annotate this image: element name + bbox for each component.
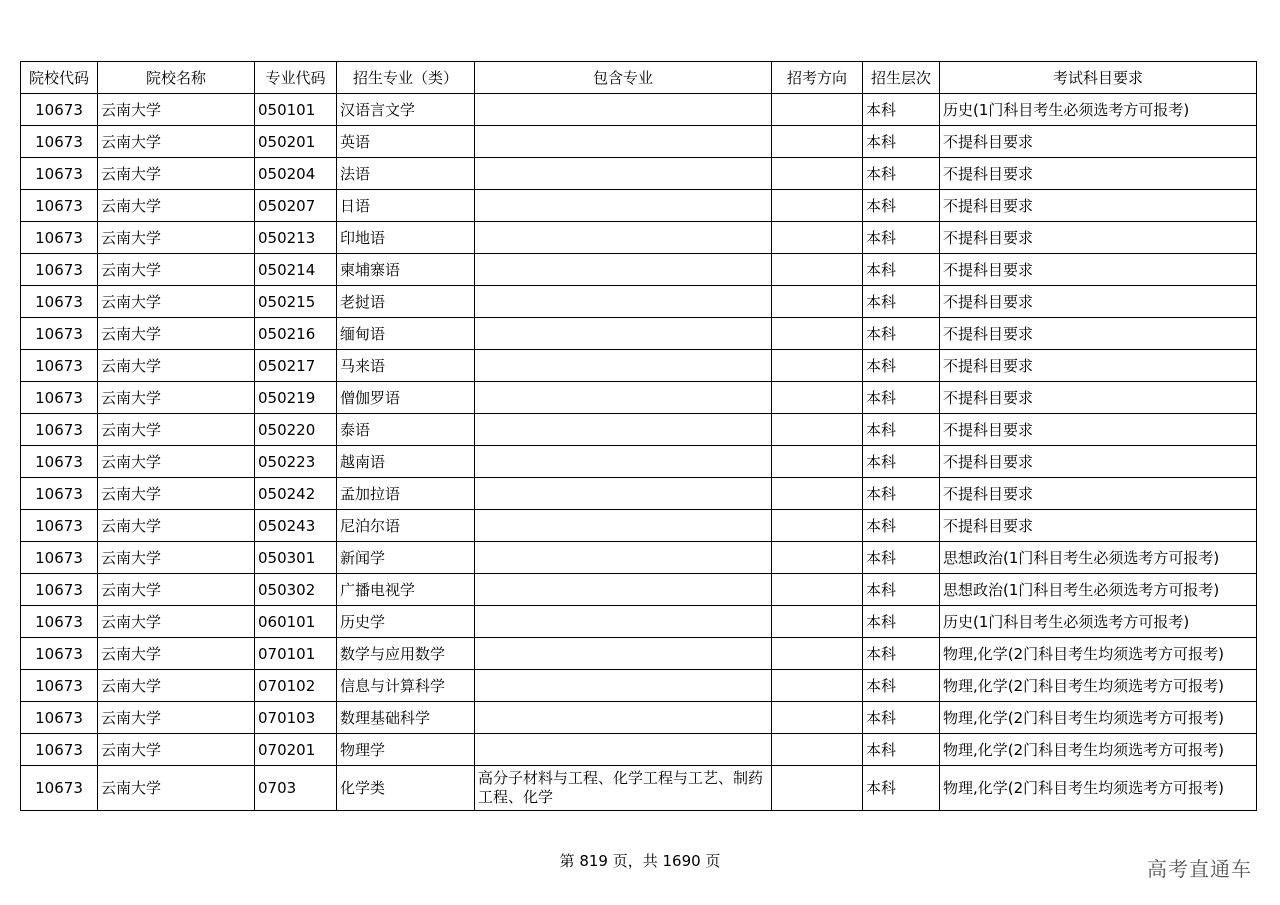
table-row — [21, 670, 1257, 702]
cell-school-name: 云南大学 — [98, 158, 255, 190]
cell-school-name: 云南大学 — [98, 414, 255, 446]
cell-included-majors — [475, 734, 772, 766]
cell-school-code: 10673 — [21, 158, 98, 190]
cell-subject-requirements: 不提科目要求 — [940, 254, 1257, 286]
cell-direction — [772, 158, 863, 190]
cell-included-majors — [475, 510, 772, 542]
cell-major-name: 僧伽罗语 — [337, 382, 475, 414]
cell-school-code: 10673 — [21, 94, 98, 126]
cell-subject-requirements: 物理,化学(2门科目考生均须选考方可报考) — [940, 702, 1257, 734]
cell-major-code: 070101 — [255, 638, 337, 670]
cell-major-code: 050207 — [255, 190, 337, 222]
cell-direction — [772, 638, 863, 670]
table-row — [21, 542, 1257, 574]
cell-major-code: 050216 — [255, 318, 337, 350]
cell-school-name: 云南大学 — [98, 638, 255, 670]
header-major-name: 招生专业（类） — [337, 62, 475, 94]
cell-level: 本科 — [863, 734, 940, 766]
cell-school-code: 10673 — [21, 606, 98, 638]
cell-subject-requirements: 物理,化学(2门科目考生均须选考方可报考) — [940, 734, 1257, 766]
cell-school-code: 10673 — [21, 574, 98, 606]
table-row — [21, 254, 1257, 286]
cell-school-name: 云南大学 — [98, 318, 255, 350]
admission-table — [20, 61, 1257, 811]
cell-school-name: 云南大学 — [98, 382, 255, 414]
cell-school-code: 10673 — [21, 190, 98, 222]
table-row — [21, 126, 1257, 158]
cell-level: 本科 — [863, 190, 940, 222]
table-row — [21, 510, 1257, 542]
cell-subject-requirements: 不提科目要求 — [940, 126, 1257, 158]
cell-major-name: 汉语言文学 — [337, 94, 475, 126]
cell-included-majors — [475, 94, 772, 126]
cell-major-name: 广播电视学 — [337, 574, 475, 606]
cell-subject-requirements: 不提科目要求 — [940, 222, 1257, 254]
cell-direction — [772, 286, 863, 318]
cell-direction — [772, 446, 863, 478]
cell-level: 本科 — [863, 446, 940, 478]
cell-school-code: 10673 — [21, 254, 98, 286]
cell-level: 本科 — [863, 638, 940, 670]
cell-school-code: 10673 — [21, 766, 98, 811]
header-school-code: 院校代码 — [21, 62, 98, 94]
cell-major-name: 马来语 — [337, 350, 475, 382]
cell-major-code: 0703 — [255, 766, 337, 811]
cell-school-name: 云南大学 — [98, 126, 255, 158]
cell-level: 本科 — [863, 702, 940, 734]
cell-major-name: 泰语 — [337, 414, 475, 446]
cell-major-name: 缅甸语 — [337, 318, 475, 350]
cell-included-majors — [475, 318, 772, 350]
cell-included-majors — [475, 382, 772, 414]
cell-included-majors — [475, 190, 772, 222]
cell-school-code: 10673 — [21, 286, 98, 318]
cell-school-code: 10673 — [21, 702, 98, 734]
cell-subject-requirements: 历史(1门科目考生必须选考方可报考) — [940, 606, 1257, 638]
page-footer: 第 819 页，共 1690 页 — [559, 852, 721, 870]
cell-subject-requirements: 物理,化学(2门科目考生均须选考方可报考) — [940, 638, 1257, 670]
cell-school-code: 10673 — [21, 382, 98, 414]
table-row — [21, 702, 1257, 734]
cell-subject-requirements: 不提科目要求 — [940, 478, 1257, 510]
cell-level: 本科 — [863, 222, 940, 254]
cell-subject-requirements: 不提科目要求 — [940, 190, 1257, 222]
cell-subject-requirements: 不提科目要求 — [940, 158, 1257, 190]
cell-school-name: 云南大学 — [98, 606, 255, 638]
cell-direction — [772, 542, 863, 574]
cell-major-code: 050302 — [255, 574, 337, 606]
cell-included-majors — [475, 670, 772, 702]
cell-major-code: 060101 — [255, 606, 337, 638]
table-row — [21, 638, 1257, 670]
cell-school-name: 云南大学 — [98, 350, 255, 382]
cell-school-code: 10673 — [21, 350, 98, 382]
cell-school-name: 云南大学 — [98, 94, 255, 126]
cell-school-name: 云南大学 — [98, 446, 255, 478]
watermark: 高考直通车 — [1147, 857, 1252, 881]
cell-school-code: 10673 — [21, 510, 98, 542]
cell-school-code: 10673 — [21, 446, 98, 478]
table-row — [21, 94, 1257, 126]
cell-school-name: 云南大学 — [98, 670, 255, 702]
cell-subject-requirements: 不提科目要求 — [940, 286, 1257, 318]
cell-direction — [772, 574, 863, 606]
header-row — [21, 62, 1257, 94]
cell-direction — [772, 382, 863, 414]
cell-included-majors — [475, 702, 772, 734]
cell-direction — [772, 318, 863, 350]
table-row — [21, 350, 1257, 382]
cell-major-code: 050214 — [255, 254, 337, 286]
cell-major-name: 柬埔寨语 — [337, 254, 475, 286]
cell-major-code: 070103 — [255, 702, 337, 734]
cell-direction — [772, 126, 863, 158]
table-row — [21, 286, 1257, 318]
cell-major-code: 050219 — [255, 382, 337, 414]
header-subject-requirements: 考试科目要求 — [940, 62, 1257, 94]
cell-level: 本科 — [863, 670, 940, 702]
cell-direction — [772, 734, 863, 766]
cell-school-code: 10673 — [21, 478, 98, 510]
cell-major-code: 070102 — [255, 670, 337, 702]
cell-major-name: 孟加拉语 — [337, 478, 475, 510]
cell-direction — [772, 510, 863, 542]
cell-school-name: 云南大学 — [98, 574, 255, 606]
cell-level: 本科 — [863, 94, 940, 126]
cell-subject-requirements: 不提科目要求 — [940, 446, 1257, 478]
cell-subject-requirements: 物理,化学(2门科目考生均须选考方可报考) — [940, 670, 1257, 702]
cell-major-code: 050101 — [255, 94, 337, 126]
header-level: 招生层次 — [863, 62, 940, 94]
cell-level: 本科 — [863, 478, 940, 510]
cell-school-name: 云南大学 — [98, 702, 255, 734]
table-row — [21, 414, 1257, 446]
cell-school-name: 云南大学 — [98, 190, 255, 222]
cell-direction — [772, 606, 863, 638]
cell-school-name: 云南大学 — [98, 478, 255, 510]
cell-level: 本科 — [863, 350, 940, 382]
cell-major-name: 英语 — [337, 126, 475, 158]
cell-included-majors — [475, 478, 772, 510]
cell-included-majors — [475, 286, 772, 318]
cell-level: 本科 — [863, 126, 940, 158]
cell-level: 本科 — [863, 606, 940, 638]
table-row — [21, 606, 1257, 638]
cell-included-majors — [475, 350, 772, 382]
cell-included-majors: 高分子材料与工程、化学工程与工艺、制药工程、化学 — [475, 766, 772, 811]
table-row — [21, 734, 1257, 766]
cell-subject-requirements: 不提科目要求 — [940, 414, 1257, 446]
table-row — [21, 574, 1257, 606]
cell-school-name: 云南大学 — [98, 222, 255, 254]
cell-subject-requirements: 物理,化学(2门科目考生均须选考方可报考) — [940, 766, 1257, 811]
cell-major-name: 新闻学 — [337, 542, 475, 574]
cell-subject-requirements: 不提科目要求 — [940, 382, 1257, 414]
cell-included-majors — [475, 126, 772, 158]
table-row — [21, 222, 1257, 254]
cell-level: 本科 — [863, 766, 940, 811]
cell-level: 本科 — [863, 158, 940, 190]
cell-level: 本科 — [863, 574, 940, 606]
cell-direction — [772, 414, 863, 446]
cell-subject-requirements: 思想政治(1门科目考生必须选考方可报考) — [940, 574, 1257, 606]
cell-school-name: 云南大学 — [98, 254, 255, 286]
cell-major-code: 050215 — [255, 286, 337, 318]
cell-major-code: 050223 — [255, 446, 337, 478]
header-school-name: 院校名称 — [98, 62, 255, 94]
cell-major-name: 数理基础科学 — [337, 702, 475, 734]
cell-direction — [772, 702, 863, 734]
cell-school-code: 10673 — [21, 670, 98, 702]
cell-school-name: 云南大学 — [98, 766, 255, 811]
cell-direction — [772, 766, 863, 811]
cell-school-code: 10673 — [21, 318, 98, 350]
table-row — [21, 478, 1257, 510]
cell-school-code: 10673 — [21, 222, 98, 254]
cell-direction — [772, 350, 863, 382]
cell-level: 本科 — [863, 510, 940, 542]
cell-school-name: 云南大学 — [98, 734, 255, 766]
cell-included-majors — [475, 158, 772, 190]
table-row — [21, 158, 1257, 190]
cell-major-name: 法语 — [337, 158, 475, 190]
header-included-majors: 包含专业 — [475, 62, 772, 94]
cell-major-name: 日语 — [337, 190, 475, 222]
cell-major-code: 050213 — [255, 222, 337, 254]
cell-major-code: 050204 — [255, 158, 337, 190]
cell-major-name: 化学类 — [337, 766, 475, 811]
cell-subject-requirements: 不提科目要求 — [940, 350, 1257, 382]
cell-major-code: 050217 — [255, 350, 337, 382]
table-row — [21, 318, 1257, 350]
cell-school-name: 云南大学 — [98, 542, 255, 574]
cell-direction — [772, 254, 863, 286]
cell-subject-requirements: 不提科目要求 — [940, 318, 1257, 350]
cell-major-name: 越南语 — [337, 446, 475, 478]
cell-direction — [772, 478, 863, 510]
cell-school-code: 10673 — [21, 414, 98, 446]
cell-major-code: 050243 — [255, 510, 337, 542]
cell-subject-requirements: 不提科目要求 — [940, 510, 1257, 542]
cell-school-name: 云南大学 — [98, 286, 255, 318]
cell-level: 本科 — [863, 318, 940, 350]
cell-included-majors — [475, 414, 772, 446]
cell-major-name: 数学与应用数学 — [337, 638, 475, 670]
cell-direction — [772, 94, 863, 126]
cell-included-majors — [475, 638, 772, 670]
cell-included-majors — [475, 254, 772, 286]
cell-major-code: 050242 — [255, 478, 337, 510]
cell-level: 本科 — [863, 286, 940, 318]
cell-major-name: 尼泊尔语 — [337, 510, 475, 542]
cell-major-name: 物理学 — [337, 734, 475, 766]
cell-school-code: 10673 — [21, 734, 98, 766]
cell-level: 本科 — [863, 382, 940, 414]
cell-major-name: 印地语 — [337, 222, 475, 254]
cell-major-code: 070201 — [255, 734, 337, 766]
table-row — [21, 446, 1257, 478]
cell-direction — [772, 190, 863, 222]
cell-major-code: 050301 — [255, 542, 337, 574]
cell-subject-requirements: 思想政治(1门科目考生必须选考方可报考) — [940, 542, 1257, 574]
cell-subject-requirements: 历史(1门科目考生必须选考方可报考) — [940, 94, 1257, 126]
cell-major-name: 老挝语 — [337, 286, 475, 318]
cell-level: 本科 — [863, 542, 940, 574]
cell-major-code: 050201 — [255, 126, 337, 158]
cell-major-name: 历史学 — [337, 606, 475, 638]
cell-level: 本科 — [863, 254, 940, 286]
cell-included-majors — [475, 542, 772, 574]
cell-direction — [772, 222, 863, 254]
cell-school-code: 10673 — [21, 126, 98, 158]
cell-school-name: 云南大学 — [98, 510, 255, 542]
header-direction: 招考方向 — [772, 62, 863, 94]
cell-major-code: 050220 — [255, 414, 337, 446]
cell-major-name: 信息与计算科学 — [337, 670, 475, 702]
table-row — [21, 382, 1257, 414]
cell-school-code: 10673 — [21, 638, 98, 670]
cell-direction — [772, 670, 863, 702]
cell-included-majors — [475, 446, 772, 478]
header-major-code: 专业代码 — [255, 62, 337, 94]
cell-included-majors — [475, 606, 772, 638]
cell-level: 本科 — [863, 414, 940, 446]
cell-included-majors — [475, 222, 772, 254]
cell-included-majors — [475, 574, 772, 606]
cell-school-code: 10673 — [21, 542, 98, 574]
table-row — [21, 766, 1257, 811]
table-row — [21, 190, 1257, 222]
